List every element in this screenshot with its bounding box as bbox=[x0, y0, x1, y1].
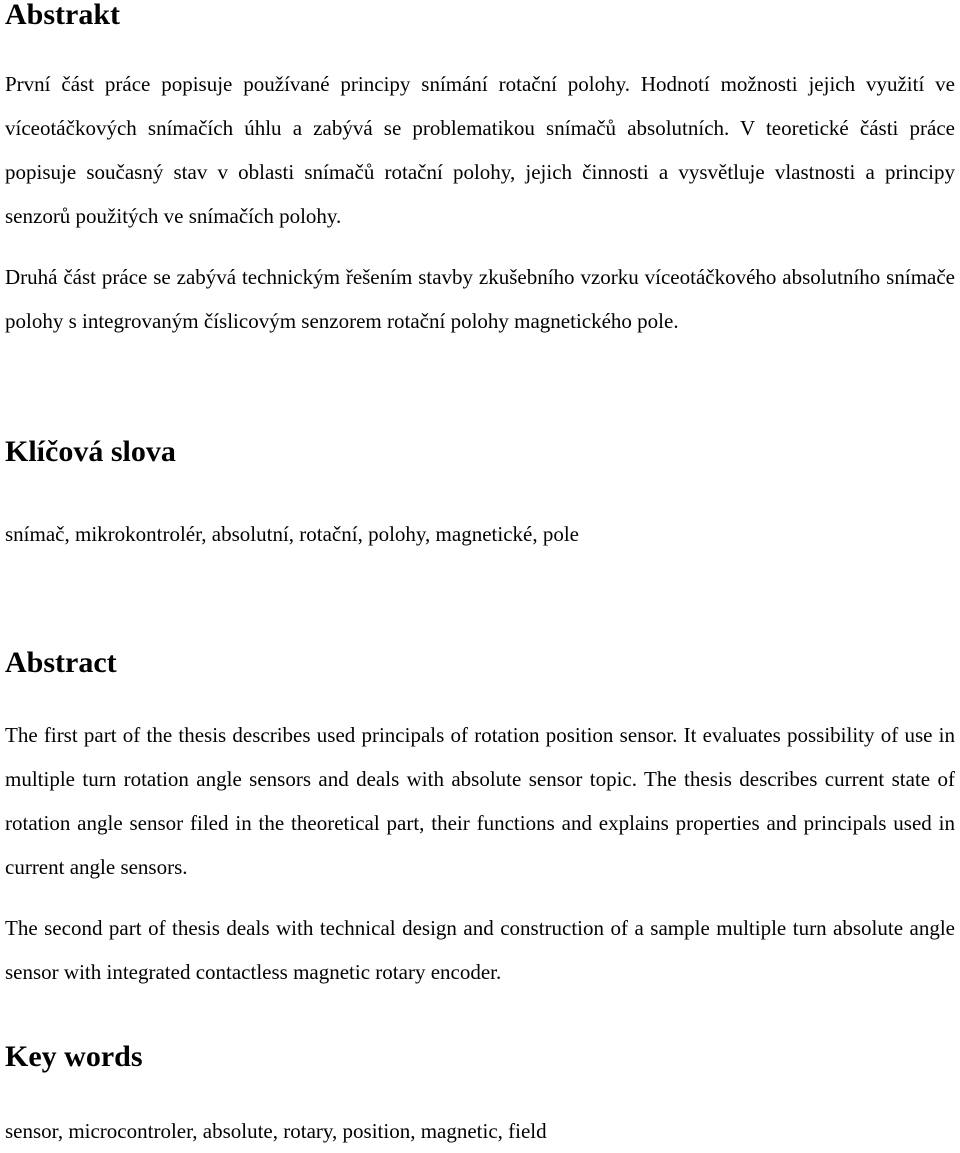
heading-key-words: Key words bbox=[5, 1040, 143, 1073]
abstract-paragraph-2: The second part of thesis deals with technical design and construction of a sample multiple turn absolute angle sensor with integrated contactless magnetic rotary encoder. bbox=[5, 916, 955, 984]
klicova-slova-list: snímač, mikrokontrolér, absolutní, rotační, polohy, magnetické, pole bbox=[5, 522, 579, 546]
heading-abstrakt: Abstrakt bbox=[5, 0, 121, 31]
heading-abstract: Abstract bbox=[5, 646, 117, 679]
key-words-list: sensor, microcontroler, absolute, rotary, position, magnetic, field bbox=[5, 1119, 547, 1143]
heading-klicova-slova: Klíčová slova bbox=[5, 435, 176, 468]
abstrakt-paragraph-2: Druhá část práce se zabývá technickým řešením stavby zkušebního vzorku víceotáčkového absolutního snímače polohy s integrovaným číslicovým senzorem rotační polohy magnetického pole. bbox=[5, 265, 955, 333]
abstrakt-paragraph-1: První část práce popisuje používané principy snímání rotační polohy. Hodnotí možnosti jejich využití ve víceotáčkových snímačích úhlu a zabývá se problematikou snímačů absolutních. V teoretické části práce popisuje současný stav v oblasti snímačů rotační polohy, jejich činnosti a vysvětluje vlastnosti a principy senzorů použitých ve snímačích polohy. bbox=[5, 72, 955, 228]
abstract-paragraph-1: The first part of the thesis describes used principals of rotation position sensor. It evaluates possibility of use in multiple turn rotation angle sensors and deals with absolute sensor topic. The thesis describes current state of rotation angle sensor filed in the theoretical part, their functions and explains properties and principals used in current angle sensors. bbox=[5, 723, 955, 879]
